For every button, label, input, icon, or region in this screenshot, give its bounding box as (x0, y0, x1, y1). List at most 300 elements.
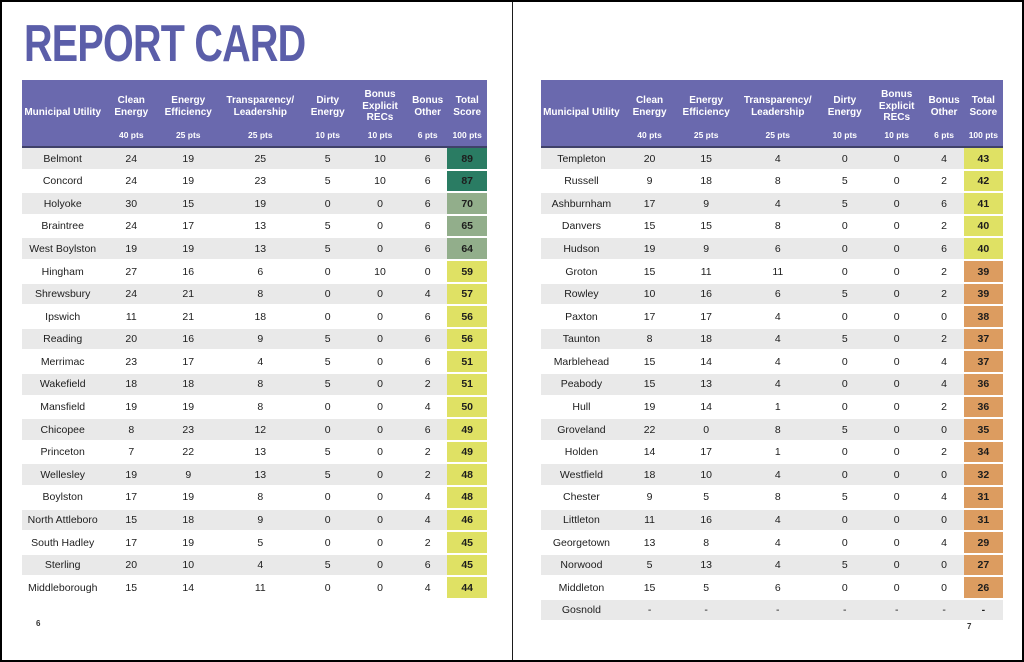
total-score-cell: 32 (964, 464, 1003, 487)
score-cell: 4 (408, 487, 448, 510)
table-row (22, 193, 487, 216)
table-row (22, 238, 487, 261)
column-header (964, 80, 1003, 146)
total-score-cell: 29 (964, 532, 1003, 555)
table-row (541, 374, 1003, 397)
score-cell: 13 (217, 442, 303, 465)
utility-name-cell: Rowley (541, 284, 622, 307)
column-header (924, 80, 963, 146)
score-cell: 13 (622, 532, 677, 555)
score-cell: 4 (735, 329, 820, 352)
score-cell: 0 (352, 329, 408, 352)
column-header-label: Municipal Utility (543, 107, 620, 119)
utility-name-cell: Templeton (541, 148, 622, 171)
score-cell: 8 (735, 171, 820, 194)
score-cell: 2 (924, 171, 963, 194)
score-cell: 18 (677, 171, 735, 194)
score-cell: 18 (159, 510, 217, 533)
column-header-label: Transparency/ Leadership (743, 95, 812, 118)
score-cell: 15 (159, 193, 217, 216)
utility-name-cell: Groton (541, 261, 622, 284)
total-score-cell: 27 (964, 555, 1003, 578)
score-cell: 2 (408, 464, 448, 487)
score-cell: 15 (622, 216, 677, 239)
score-cell: 6 (408, 555, 448, 578)
score-cell: 4 (735, 532, 820, 555)
score-cell: 0 (869, 577, 924, 600)
column-header-label: Total Score (453, 95, 482, 118)
score-cell: 10 (352, 261, 408, 284)
score-cell: 16 (159, 329, 217, 352)
score-cell: 4 (924, 487, 963, 510)
total-score-cell: 65 (447, 216, 487, 239)
score-cell: 0 (869, 148, 924, 171)
score-cell: 2 (408, 374, 448, 397)
score-cell: 0 (303, 306, 352, 329)
score-cell: 0 (869, 329, 924, 352)
score-cell: 6 (408, 238, 448, 261)
total-score-cell: 35 (964, 419, 1003, 442)
score-cell: 25 (217, 148, 303, 171)
score-cell: 15 (103, 510, 159, 533)
score-cell: 6 (408, 329, 448, 352)
utility-name-cell: Holden (541, 442, 622, 465)
score-cell: 11 (735, 261, 820, 284)
score-cell: 0 (869, 171, 924, 194)
table-row (541, 284, 1003, 307)
column-header-points: 40 pts (118, 130, 144, 140)
score-cell: 18 (217, 306, 303, 329)
table-row (541, 238, 1003, 261)
score-cell: - (924, 600, 963, 623)
total-score-cell: 49 (447, 419, 487, 442)
score-cell: 0 (869, 284, 924, 307)
score-cell: 24 (103, 216, 159, 239)
score-cell: 16 (677, 284, 735, 307)
column-header-points: 6 pts (934, 130, 954, 140)
score-cell: 2 (408, 532, 448, 555)
score-cell: 0 (352, 193, 408, 216)
score-cell: 0 (869, 238, 924, 261)
score-cell: 30 (103, 193, 159, 216)
score-cell: 17 (622, 193, 677, 216)
score-cell: 0 (303, 193, 352, 216)
score-cell: 16 (159, 261, 217, 284)
utility-name-cell: Westfield (541, 464, 622, 487)
column-header-points: 25 pts (693, 130, 719, 140)
total-score-cell: 46 (447, 510, 487, 533)
page-number-left: 6 (36, 619, 41, 628)
score-cell: 22 (622, 419, 677, 442)
score-cell: 2 (924, 442, 963, 465)
score-cell: 9 (159, 464, 217, 487)
utility-name-cell: Paxton (541, 306, 622, 329)
total-score-cell: 49 (447, 442, 487, 465)
score-cell: 19 (159, 532, 217, 555)
score-cell: 17 (677, 442, 735, 465)
total-score-cell: 64 (447, 238, 487, 261)
utility-name-cell: South Hadley (22, 532, 103, 555)
column-header (303, 80, 352, 146)
score-cell: 0 (869, 464, 924, 487)
score-cell: 1 (735, 442, 820, 465)
score-cell: 0 (303, 577, 352, 600)
score-cell: 4 (924, 148, 963, 171)
score-cell: 0 (821, 532, 870, 555)
score-cell: 0 (869, 555, 924, 578)
score-cell: 10 (677, 464, 735, 487)
score-cell: 0 (821, 464, 870, 487)
score-cell: 9 (622, 171, 677, 194)
table-row (541, 351, 1003, 374)
total-score-cell: 34 (964, 442, 1003, 465)
score-cell: 0 (821, 397, 870, 420)
score-cell: 5 (821, 419, 870, 442)
column-header (159, 80, 217, 146)
utility-name-cell: Boylston (22, 487, 103, 510)
column-header-label: Energy Efficiency (682, 95, 730, 118)
score-cell: 19 (217, 193, 303, 216)
total-score-cell: 37 (964, 329, 1003, 352)
score-cell: 0 (821, 306, 870, 329)
score-cell: 15 (103, 577, 159, 600)
column-header-label: Municipal Utility (24, 107, 102, 119)
score-cell: 4 (735, 464, 820, 487)
score-cell: 0 (869, 532, 924, 555)
score-cell: 4 (408, 510, 448, 533)
column-header-points: 10 pts (832, 130, 858, 140)
score-cell: 0 (869, 351, 924, 374)
score-cell: 5 (303, 148, 352, 171)
score-cell: 0 (352, 306, 408, 329)
score-cell: 14 (677, 351, 735, 374)
column-header-points: 10 pts (315, 130, 340, 140)
table-row (22, 216, 487, 239)
column-header-points: 25 pts (175, 130, 201, 140)
score-cell: 9 (622, 487, 677, 510)
total-score-cell: 56 (447, 329, 487, 352)
score-cell: 6 (408, 171, 448, 194)
score-cell: 10 (352, 148, 408, 171)
page-right (512, 2, 1022, 660)
total-score-cell: 87 (447, 171, 487, 194)
utility-name-cell: Mansfield (22, 397, 103, 420)
score-cell: 6 (408, 306, 448, 329)
score-cell: 4 (924, 351, 963, 374)
score-cell: 0 (352, 397, 408, 420)
score-cell: 15 (622, 261, 677, 284)
score-cell: 0 (924, 555, 963, 578)
score-cell: 4 (217, 555, 303, 578)
page-left (2, 2, 512, 660)
score-cell: 1 (735, 397, 820, 420)
score-cell: 2 (408, 442, 448, 465)
table-row (22, 555, 487, 578)
score-cell: 2 (924, 216, 963, 239)
score-cell: 5 (303, 238, 352, 261)
score-cell: 4 (735, 374, 820, 397)
utility-name-cell: Wellesley (22, 464, 103, 487)
total-score-cell: 42 (964, 171, 1003, 194)
score-cell: 0 (303, 532, 352, 555)
score-cell: 19 (159, 238, 217, 261)
score-cell: 15 (622, 351, 677, 374)
total-score-cell: 70 (447, 193, 487, 216)
score-cell: 8 (622, 329, 677, 352)
score-cell: 13 (677, 555, 735, 578)
score-cell: 0 (869, 306, 924, 329)
score-cell: 6 (924, 238, 963, 261)
score-cell: 8 (103, 419, 159, 442)
score-cell: 10 (622, 284, 677, 307)
total-score-cell: 50 (447, 397, 487, 420)
total-score-cell: - (964, 600, 1003, 623)
score-cell: 5 (303, 374, 352, 397)
column-header-label: Bonus Explicit RECs (362, 89, 398, 124)
table-row (22, 374, 487, 397)
score-cell: - (869, 600, 924, 623)
score-cell: 19 (103, 464, 159, 487)
score-cell: 0 (303, 261, 352, 284)
score-cell: 0 (869, 487, 924, 510)
score-cell: 4 (735, 510, 820, 533)
score-cell: 0 (303, 419, 352, 442)
table-row (22, 351, 487, 374)
total-score-cell: 39 (964, 261, 1003, 284)
score-cell: 13 (217, 464, 303, 487)
column-header-points: 25 pts (765, 130, 791, 140)
utility-name-cell: Belmont (22, 148, 103, 171)
column-header-label: Bonus Other (412, 95, 444, 118)
score-cell: 4 (408, 284, 448, 307)
score-cell: 17 (159, 351, 217, 374)
column-header (677, 80, 735, 146)
score-cell: - (677, 600, 735, 623)
score-cell: 5 (622, 555, 677, 578)
score-cell: 0 (821, 238, 870, 261)
column-header-label: Energy Efficiency (164, 95, 212, 118)
score-cell: 4 (924, 532, 963, 555)
score-cell: 20 (622, 148, 677, 171)
score-cell: 5 (303, 351, 352, 374)
column-header (821, 80, 870, 146)
score-cell: 10 (352, 171, 408, 194)
score-cell: 6 (735, 284, 820, 307)
column-header (217, 80, 303, 146)
score-cell: 2 (924, 397, 963, 420)
table-row (22, 148, 487, 171)
score-cell: 0 (821, 374, 870, 397)
score-cell: 8 (735, 419, 820, 442)
score-cell: 0 (408, 261, 448, 284)
score-cell: 23 (159, 419, 217, 442)
utility-name-cell: Chicopee (22, 419, 103, 442)
score-cell: 7 (103, 442, 159, 465)
utility-name-cell: Ashburnham (541, 193, 622, 216)
score-cell: 11 (103, 306, 159, 329)
utility-score-table-right (541, 80, 1003, 622)
table-row (541, 216, 1003, 239)
score-cell: 14 (159, 577, 217, 600)
score-cell: 19 (622, 238, 677, 261)
score-cell: 6 (735, 577, 820, 600)
score-cell: 0 (821, 216, 870, 239)
total-score-cell: 38 (964, 306, 1003, 329)
score-cell: 0 (869, 374, 924, 397)
score-cell: 6 (408, 216, 448, 239)
score-cell: 24 (103, 148, 159, 171)
score-cell: 24 (103, 284, 159, 307)
score-cell: 15 (677, 148, 735, 171)
score-cell: 0 (352, 351, 408, 374)
page-number-right: 7 (967, 622, 972, 631)
score-cell: 6 (217, 261, 303, 284)
score-cell: 6 (408, 193, 448, 216)
table-row (541, 261, 1003, 284)
score-cell: 0 (821, 261, 870, 284)
utility-name-cell: Marblehead (541, 351, 622, 374)
table-row (541, 577, 1003, 600)
table-row (22, 577, 487, 600)
score-cell: 19 (622, 397, 677, 420)
table-row (541, 397, 1003, 420)
score-cell: 19 (159, 148, 217, 171)
column-header-label: Dirty Energy (827, 95, 862, 118)
table-row (22, 397, 487, 420)
utility-name-cell: Peabody (541, 374, 622, 397)
table-row (22, 464, 487, 487)
total-score-cell: 36 (964, 374, 1003, 397)
score-cell: 0 (303, 397, 352, 420)
score-cell: 8 (217, 487, 303, 510)
column-header-points: 10 pts (367, 130, 393, 140)
table-row (541, 306, 1003, 329)
score-cell: 2 (924, 261, 963, 284)
total-score-cell: 51 (447, 374, 487, 397)
score-cell: 4 (217, 351, 303, 374)
table-row (541, 487, 1003, 510)
score-cell: 0 (869, 261, 924, 284)
table-row (22, 487, 487, 510)
column-header (622, 80, 677, 146)
utility-name-cell: Reading (22, 329, 103, 352)
total-score-cell: 89 (447, 148, 487, 171)
total-score-cell: 45 (447, 555, 487, 578)
score-cell: 19 (159, 397, 217, 420)
table-row (541, 442, 1003, 465)
score-cell: 5 (821, 284, 870, 307)
score-cell: 18 (622, 464, 677, 487)
score-cell: 6 (408, 419, 448, 442)
utility-name-cell: Hudson (541, 238, 622, 261)
score-cell: 11 (677, 261, 735, 284)
table-row (22, 171, 487, 194)
score-cell: 8 (217, 284, 303, 307)
table-row (541, 171, 1003, 194)
score-cell: 0 (869, 510, 924, 533)
column-header (447, 80, 487, 146)
score-cell: 12 (217, 419, 303, 442)
total-score-cell: 31 (964, 510, 1003, 533)
score-cell: 5 (677, 487, 735, 510)
score-cell: 27 (103, 261, 159, 284)
score-cell: 0 (352, 555, 408, 578)
score-cell: 0 (924, 510, 963, 533)
score-cell: 0 (821, 442, 870, 465)
column-header-label: Bonus Other (928, 95, 960, 118)
score-cell: 0 (303, 510, 352, 533)
score-cell: 13 (217, 216, 303, 239)
score-cell: 5 (821, 555, 870, 578)
score-cell: 0 (869, 216, 924, 239)
score-cell: 9 (217, 510, 303, 533)
column-header (352, 80, 408, 146)
score-cell: 0 (352, 284, 408, 307)
utility-name-cell: Littleton (541, 510, 622, 533)
score-cell: 13 (677, 374, 735, 397)
score-cell: 8 (677, 532, 735, 555)
score-cell: - (821, 600, 870, 623)
score-cell: 4 (735, 351, 820, 374)
utility-name-cell: Sterling (22, 555, 103, 578)
score-cell: 2 (924, 329, 963, 352)
total-score-cell: 48 (447, 464, 487, 487)
table-row (22, 419, 487, 442)
score-cell: 5 (821, 171, 870, 194)
score-cell: 19 (159, 487, 217, 510)
score-cell: 0 (352, 442, 408, 465)
utility-name-cell: Middleton (541, 577, 622, 600)
table-row (541, 600, 1003, 623)
score-cell: 17 (103, 532, 159, 555)
total-score-cell: 26 (964, 577, 1003, 600)
column-header (869, 80, 924, 146)
score-cell: 18 (103, 374, 159, 397)
total-score-cell: 45 (447, 532, 487, 555)
utility-name-cell: Chester (541, 487, 622, 510)
score-cell: 2 (924, 284, 963, 307)
column-header (735, 80, 820, 146)
table-row (22, 532, 487, 555)
table-row (541, 419, 1003, 442)
score-cell: 4 (735, 148, 820, 171)
score-cell: 14 (622, 442, 677, 465)
score-cell: 18 (159, 374, 217, 397)
utility-name-cell: Taunton (541, 329, 622, 352)
score-cell: 0 (869, 419, 924, 442)
score-cell: 0 (869, 397, 924, 420)
column-header-points: 40 pts (637, 130, 662, 140)
score-cell: 17 (103, 487, 159, 510)
table-row (22, 261, 487, 284)
table-header-row (22, 80, 487, 148)
page-title: REPORT CARD (24, 15, 306, 73)
total-score-cell: 39 (964, 284, 1003, 307)
score-cell: 0 (924, 577, 963, 600)
score-cell: 8 (217, 397, 303, 420)
total-score-cell: 43 (964, 148, 1003, 171)
score-cell: 9 (217, 329, 303, 352)
utility-name-cell: Georgetown (541, 532, 622, 555)
score-cell: 6 (924, 193, 963, 216)
column-header-points: 100 pts (452, 130, 482, 140)
column-header-label: Dirty Energy (310, 95, 345, 118)
score-cell: - (622, 600, 677, 623)
utility-name-cell: Braintree (22, 216, 103, 239)
score-cell: 4 (408, 397, 448, 420)
score-cell: 15 (677, 216, 735, 239)
score-cell: 0 (352, 374, 408, 397)
